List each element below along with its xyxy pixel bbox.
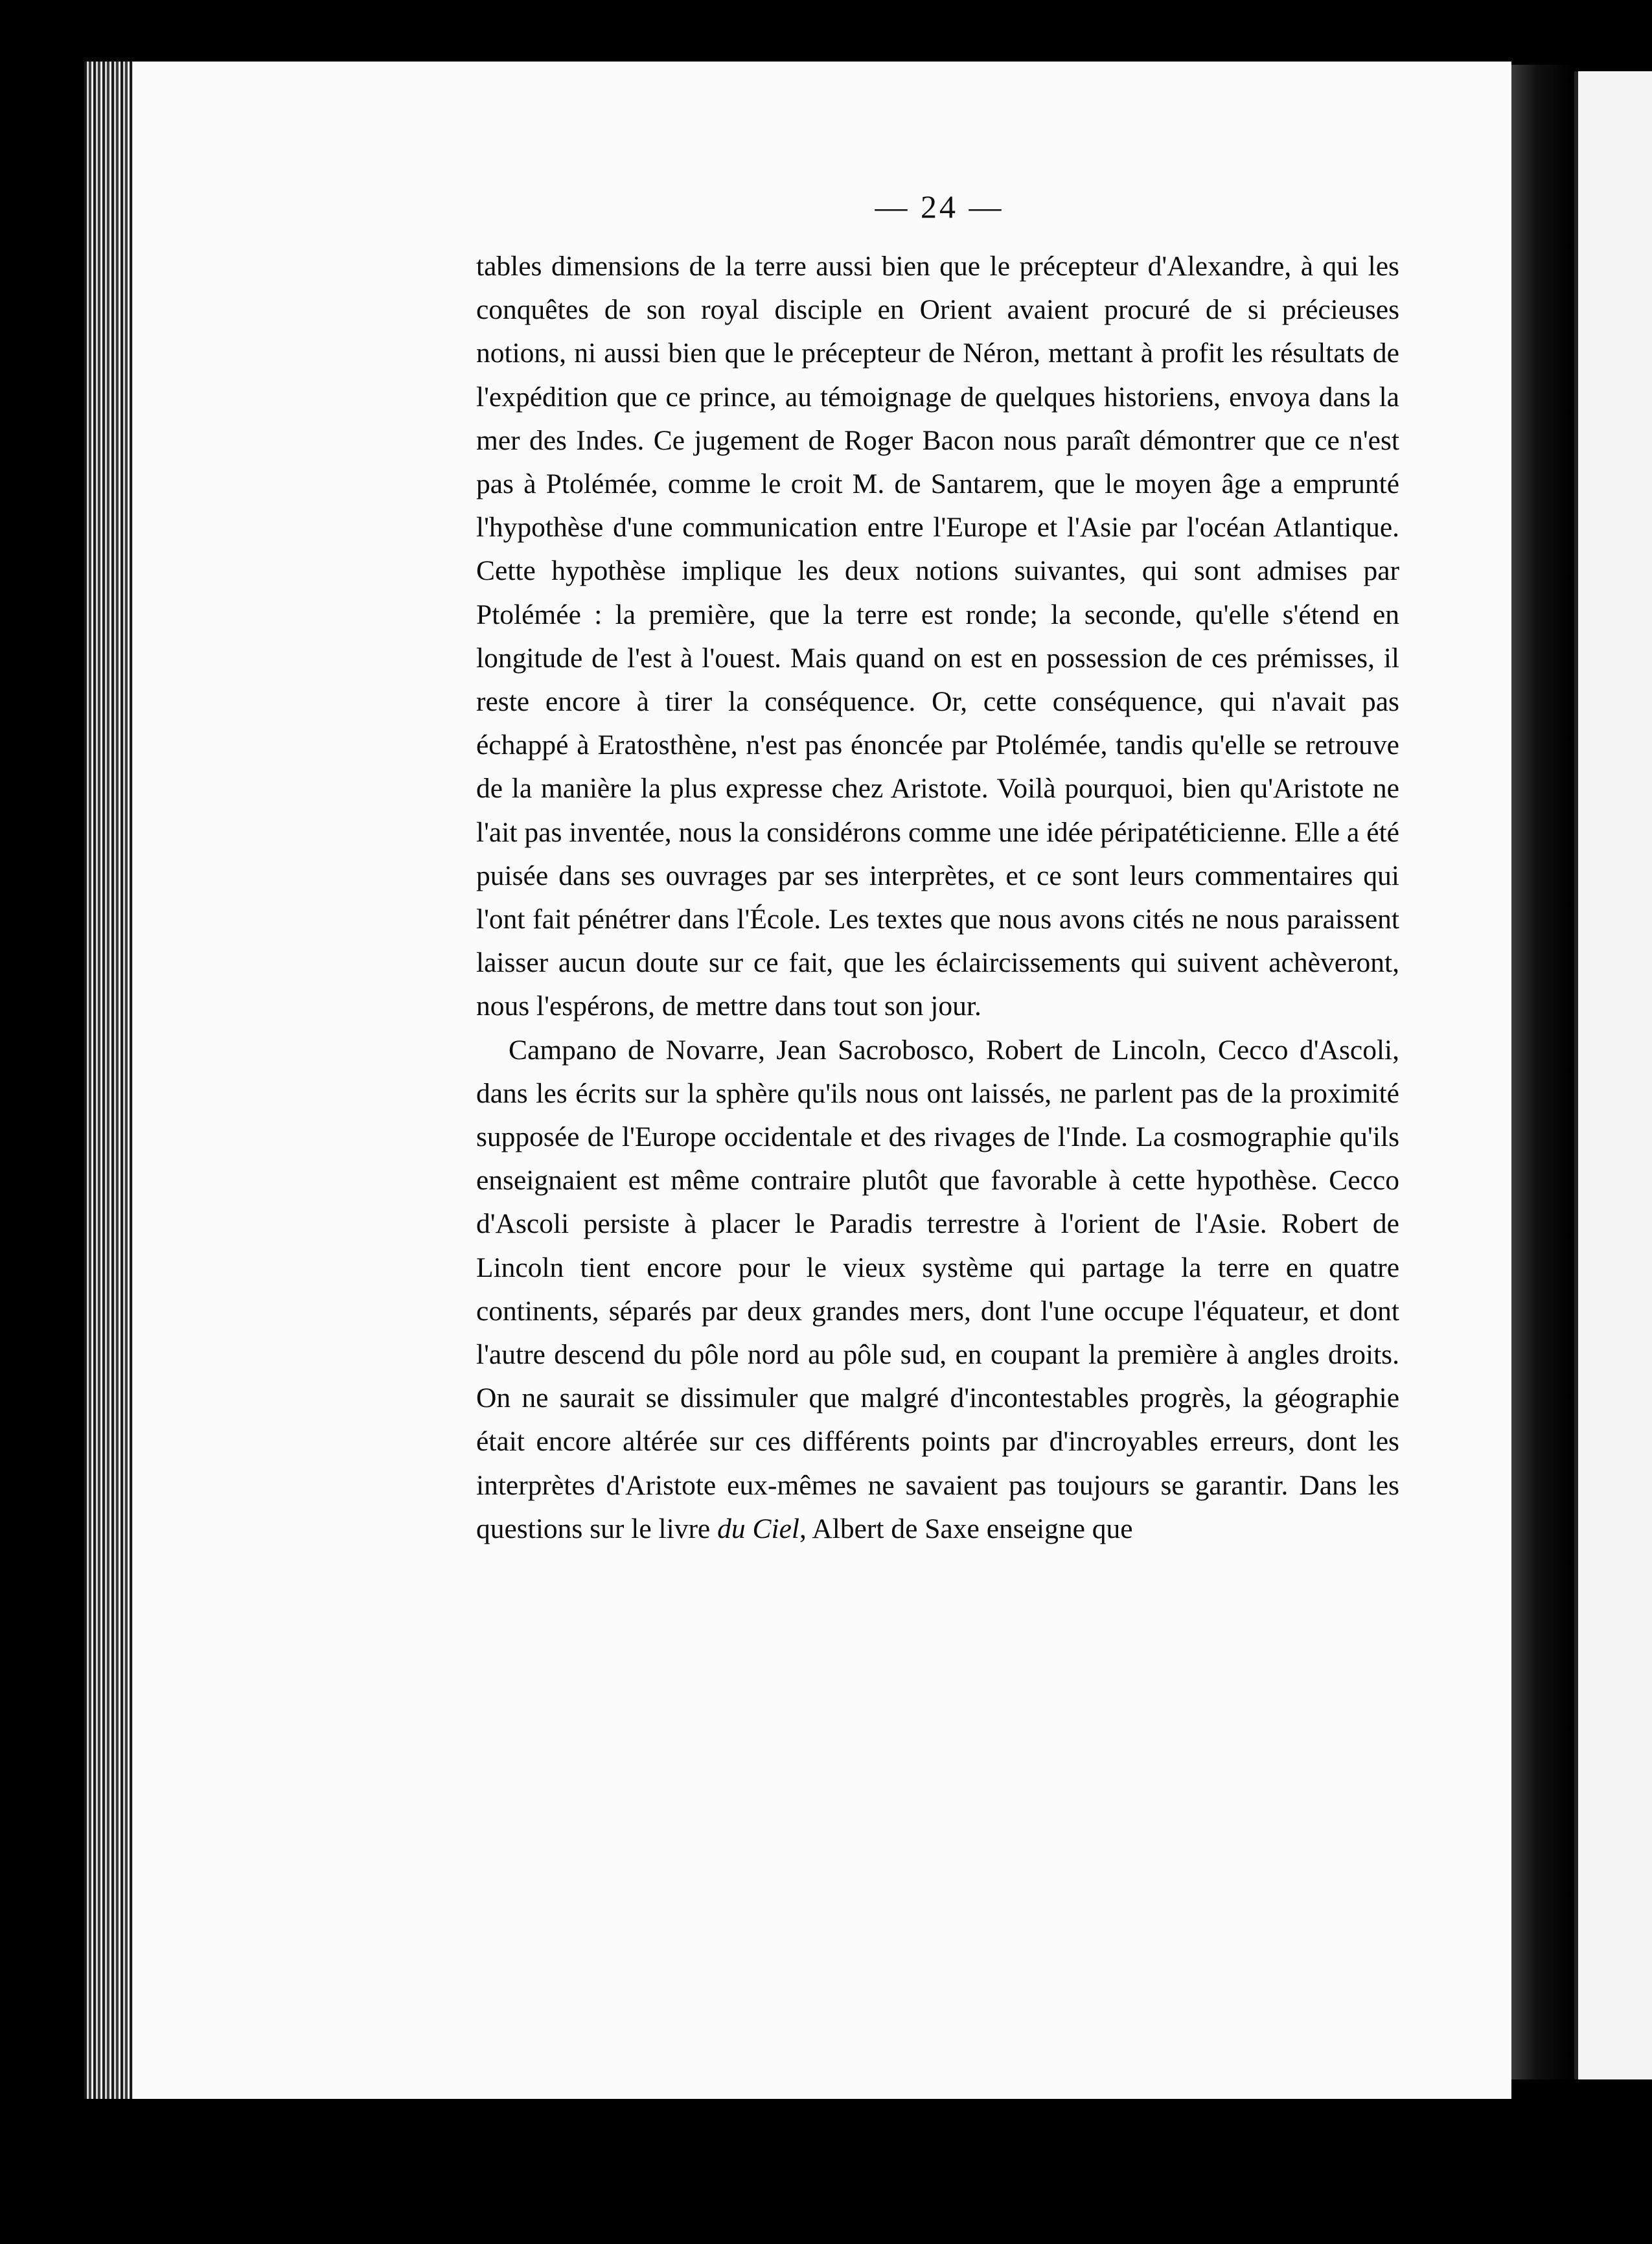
paragraph-2-tail: , Albert de Saxe enseigne que	[799, 1513, 1133, 1544]
facing-page-edge	[1574, 71, 1652, 2079]
book-binding-edge	[84, 62, 136, 2099]
paragraph-1: tables dimensions de la terre aussi bien que le précepteur d'Alexandre, à qui les conquêtes de son royal disciple en Orient avaient procuré de si précieuses notions, ni aussi bien que le précepteur de Néron, mettant à profit les résultats de l'expédition que ce prince, au témoignage de quelques historiens, envoya dans la mer des Indes. Ce jugement de Roger Bacon nous paraît démontrer que ce n'est pas à Ptolémée, comme le croit M. de Santarem, que le moyen âge a emprunté l'hypothèse d'une communication entre l'Europe et l'Asie par l'océan Atlantique. Cette hypothèse implique les deux notions suivantes, qui sont admises par Ptolémée : la première, que la terre est ronde; la seconde, qu'elle s'étend en longitude de l'est à l'ouest. Mais quand on est en possession de ces prémisses, il reste encore à tirer la conséquence. Or, cette conséquence, qui n'avait pas échappé à Eratosthène, n'est pas énoncée par Ptolémée, tandis qu'elle se retrouve de la manière la plus expresse chez Aristote. Voilà pourquoi, bien qu'Aristote ne l'ait pas inventée, nous la considérons comme une idée péripatéticienne. Elle a été puisée dans ses ouvrages par ses interprètes, et ce sont leurs commentaires qui l'ont fait pénétrer dans l'École. Les textes que nous avons cités ne nous paraissent laisser aucun doute sur ce fait, que les éclaircissements qui suivent achèveront, nous l'espérons, de mettre dans tout son jour.	[476, 251, 1399, 1022]
paragraph-2-text: Campano de Novarre, Jean Sacrobosco, Robert de Lincoln, Cecco d'Ascoli, dans les écrits sur la sphère qu'ils nous ont laissés, ne parlent pas de la proximité supposée de l'Europe occidentale et des rivages de l'Inde. La cosmographie qu'ils enseignaient est même contraire plutôt que favorable à cette hypothèse. Cecco d'Ascoli persiste à placer le Paradis terrestre à l'orient de l'Asie. Robert de Lincoln tient encore pour le vieux système qui partage la terre en quatre continents, séparés par deux grandes mers, dont l'une occupe l'équateur, et dont l'autre descend du pôle nord au pôle sud, en coupant la première à angles droits. On ne saurait se dissimuler que malgré d'incontestables progrès, la géographie était encore altérée sur ces différents points par d'incroyables erreurs, dont les interprètes d'Aristote eux-mêmes ne savaient pas toujours se garantir. Dans les questions sur le livre	[476, 1034, 1399, 1544]
page-number: — 24 —	[875, 189, 1004, 225]
page-gutter-shadow	[1511, 65, 1573, 2079]
paragraph-2	[476, 1029, 1399, 1551]
page-body-text	[476, 245, 1399, 1551]
book-title-italic: du Ciel	[717, 1513, 799, 1544]
